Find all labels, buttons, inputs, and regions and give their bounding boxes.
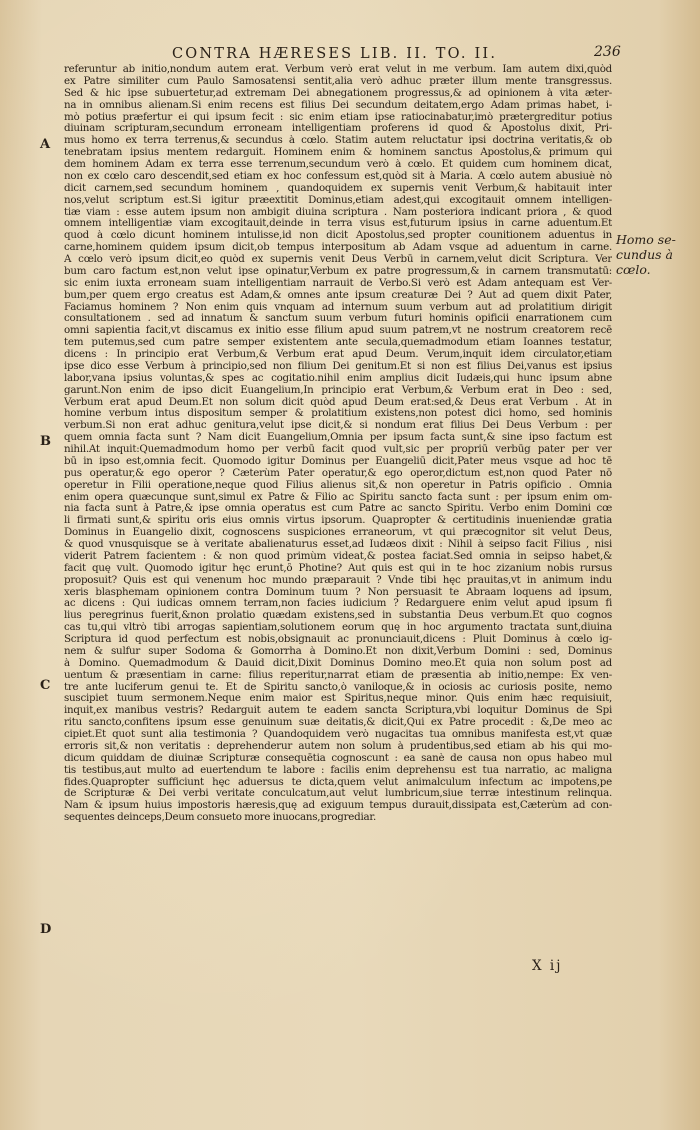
- text-line: nihil.At inquit:Quemadmodum homo per verbū facit quod vult,sic per propriū verbūg pater per ver: [64, 444, 612, 455]
- text-line: Dominus in Euangelio dixit, cognoscens suspiciones erraneorum, vt qui præcognitor sit velut Deus,: [64, 527, 612, 539]
- text-line: non ex cœlo caro descendit,sed etiam ex hoc confessum est,quòd sit à Maria. A cœlo autem abusiuè nò: [64, 170, 612, 182]
- text-line: dicit carnem,sed secundum hominem , quandoquidem ex supernis venit Verbum,& habitauit inter: [64, 182, 612, 194]
- text-line: & quod vnusquisque se à veritate abalienaturus esset,ad Iudæos dixit : Nihil à seipso facit Filius , nisi: [64, 539, 612, 550]
- folio-number: 236: [594, 44, 621, 60]
- text-line: bū in ipso est,omnia fecit. Quomodo igitur Dominus per Euangeliū dicit,Pater meus vsque ad hoc tē: [64, 455, 612, 467]
- text-line: ritu sancto,confitens ipsum esse genuinum suæ deitatis,& dicit,Qui ex Patre procedit : &,De meo ac: [64, 717, 612, 729]
- text-line: sequentes deinceps,Deum consueto more inuocans,progrediar.: [64, 812, 376, 824]
- signature-mark: X ij: [532, 958, 563, 974]
- text-line: mò potius præfertur ei qui ipsum fecit : sic enim etiam ipse ratiocinabatur,imò prætergreditur potius: [64, 111, 612, 123]
- text-line: tre ante luciferum genui te. Et de Spiritu sancto,ò vaniloque,& in ociosis ac curiosis posite, nemo: [64, 681, 612, 693]
- body-text: [64, 64, 612, 824]
- text-line: Faciamus hominem ? Non enim quis vnquam ad internum suum verbum aut ad prolatitium dirigit: [64, 301, 612, 313]
- text-line: ipse dico esse Verbum à principio,sed non filium Dei genitum.Et si non est filius Dei,vanus est ipsius: [64, 360, 612, 372]
- text-line: garunt.Non enim de ipso dicit Euangelium,In principio erat Verbum,& Verbum erat in Deo : sed,: [64, 384, 612, 396]
- text-line: Sed & hic ipse subuertetur,ad extremam Dei abnegationem progressus,& ad opinionem à vita æter-: [64, 87, 612, 99]
- text-line: quem omnia facta sunt ? Nam dicit Euangelium,Omnia per ipsum facta sunt,& sine ipso factum est: [64, 432, 612, 444]
- text-line: quod à cœlo dicunt hominem intulisse,id non dicit Apostolus,sed propter counitionem aduentus in: [64, 230, 612, 242]
- text-line: uentum & præsentiam in carne: filius reperitur,narrat etiam de præsentia ab initio,nempe: Ex ven-: [64, 669, 612, 681]
- text-line: consultationem . sed ad innatum & sanctum suum verbum futuri hominis opificii enarrationem cum: [64, 313, 612, 325]
- text-line: facit quę vult. Quomodo igitur hęc erunt,ô Photine? Aut quis est qui in te hoc zizanium nobis rursus: [64, 562, 612, 574]
- text-line: mus homo ex terra terrenus,& secundus à cœlo. Statim autem reluctatur ipsi doctrina veritatis,& ob: [64, 135, 612, 147]
- text-line: ex Patre similiter cum Paulo Samosatensi sentit,alia verò adhuc præter illum mente transgressus.: [64, 75, 612, 87]
- text-line: pus operatur,& ego operor ? Cæterùm Pater operatur,& ego operor,dictum est,non quod Pater nō: [64, 467, 612, 479]
- text-line: dicens : In principio erat Verbum,& Verbum erat apud Deum. Verum,inquit idem circulator,etiam: [64, 349, 612, 360]
- text-line: dicum quiddam de diuinæ Scripturæ consequētia cognoscunt : ea sanè de causa non opus habeo mul: [64, 752, 612, 764]
- text-line: cas tu,qui vltrò tibi arrogas sapientiam,solutionem eorum quę in hoc argumento tractata sunt,diuina: [64, 622, 612, 634]
- text-line: carne,hominem quidem ipsum dicit,ob tempus interpositum ab Adam vsque ad aduentum in carne.: [64, 242, 612, 254]
- section-letter-a: A: [40, 137, 51, 152]
- text-line: diuinam scripturam,secundum erroneam intelligentiam proferens id quod & Apostolus dixit, Pri-: [64, 123, 612, 135]
- text-line: tiæ viam : esse autem ipsum non ambigit diuina scriptura . Nam posteriora indicant priora , & quod: [64, 206, 612, 218]
- text-line: tem putemus,sed cum patre semper existentem ante secula,quemadmodum etiam Ioannes testatur,: [64, 337, 612, 349]
- text-line: bum caro factum est,non velut ipse opinatur,Verbum ex patre progressum,& in carnem transmutatū:: [64, 265, 612, 277]
- text-line: nos,velut scriptum est.Si igitur præextitit Dominus,etiam adest,qui excogitauit omnem intelligen-: [64, 194, 612, 206]
- text-line: enim opera quæcunque sunt,simul ex Patre & Filio ac Spiritu sancto facta sunt : per ipsum enim om-: [64, 491, 612, 503]
- text-line: à Domino. Quemadmodum & Dauid dicit,Dixit Dominus Domino meo.Et quia non solum post ad: [64, 657, 612, 669]
- text-line: homine verbum intus dispositum semper & prolatitium existens,non potest dici homo, sed hominis: [64, 408, 612, 420]
- text-line: verbum.Si non erat adhuc genitura,velut ipse dicit,& si nondum erat filius Dei Deus Verbum : per: [64, 420, 612, 432]
- text-line: na in omnibus alienam.Si enim recens est filius Dei secundum deitatem,ergo Adam primas habet, i-: [64, 99, 612, 111]
- section-letter-d: D: [40, 922, 52, 937]
- section-letter-c: C: [40, 678, 51, 693]
- text-line: omni sapientia facit,vt discamus ex initio esse filium apud suum patrem,vt ne nostrum creatorem recē: [64, 325, 612, 337]
- text-line: operetur in Filii operatione,neque quod Filius alienus sit,& non operetur in Patris opificio . Omnia: [64, 479, 612, 491]
- text-line: viderit Patrem facientem : & non quod primùm videat,& postea faciat.Sed omnia in seipso habet,&: [64, 550, 612, 562]
- marginal-note: [616, 232, 676, 277]
- text-line: nem & sulfur super Sodoma & Gomorrha à Domino.Et non dixit,Verbum Domini : sed, Dominus: [64, 645, 612, 657]
- text-line: suscipiet tuum sermonem.Neque enim maior est Spiritus,neque minor. Quis enim hæc requisiuit,: [64, 693, 612, 705]
- text-line: Scriptura id quod perfectum est nobis,obsignauit ac pronunciauit,dicens : Pluit Dominus à cœlo ig-: [64, 634, 612, 645]
- marginal-note-line: cundus à: [616, 247, 673, 262]
- text-line: sic enim iuxta erroneam suam intelligentiam narrauit de Verbo.Si verò est Adam antequam est Ver-: [64, 277, 612, 289]
- text-line: bum,per quem ergo creatus est Adam,& omnes ante ipsum creaturæ Dei ? Aut ad quem dixit Pater,: [64, 289, 612, 301]
- text-line: nia facta sunt à Patre,& ipse omnia operatus est cum Patre ac sancto Spiritu. Verbo enim Domini cœ: [64, 503, 612, 515]
- section-letter-b: B: [40, 434, 51, 449]
- text-line: erroris sit,& non veritatis : deprehenderur autem non solum à prudentibus,sed etiam ab his qui mo-: [64, 740, 612, 752]
- text-line: omnem intelligentiæ viam excogitauit,deinde in terra visus est,futurum ipsius in carne aduentum.Et: [64, 218, 612, 230]
- marginal-note-line: Homo se-: [616, 232, 676, 247]
- text-line: de Scripturæ & Dei verbi veritate conculcatum,aut velut lumbricum,siue terræ intestinum relinqua.: [64, 788, 612, 800]
- text-line: fides.Quapropter sufficiunt hęc aduersus te dicta,quem velut animalculum infectum ac impotens,pe: [64, 776, 612, 788]
- text-line: Verbum erat apud Deum.Et non solum dicit quòd apud Deum erat:sed,& Deus erat Verbum . At in: [64, 396, 612, 408]
- text-line: ac dicens : Qui iudicas omnem terram,non facies iudicium ? Redarguere enim velut apud ipsum fi: [64, 598, 612, 610]
- running-title: CONTRA HÆRESES LIB. II. TO. II.: [172, 46, 498, 62]
- text-line: A cœlo verò ipsum dicit,eo quòd ex supernis venit Deus Verbū in carnem,velut dicit Scriptura. Ver: [64, 254, 612, 265]
- text-line: dem hominem Adam ex terra esse terrenum,secundum verò à cœlo. Et quidem cum hominem dicat,: [64, 159, 612, 170]
- marginal-note-line: cœlo.: [616, 262, 651, 277]
- text-line: labor,vana ipsius voluntas,& spes ac cogitatio.nihil enim amplius dicit Iudæis,qui hunc ipsum abne: [64, 372, 612, 384]
- text-line: cipiet.Et quot sunt alia testimonia ? Quandoquidem verò nugacitas tua omnibus manifesta est,vt quæ: [64, 729, 612, 740]
- text-line: tenebratam ipsius mentem redarguit. Hominem enim & hominem sanctus Apostolus,& primum qui: [64, 147, 612, 159]
- text-line: tis testibus,aut multo ad euertendum te labore : facilis enim deprehensu est tua narratio, ac maligna: [64, 764, 612, 776]
- text-line: Nam & ipsum huius impostoris hæresis,quę ad exiguum tempus durauit,dissipata est,Cæterùm ad con-: [64, 800, 612, 812]
- text-line: proposuit? Quis est qui venenum hoc mundo præparauit ? Vnde tibi hęc prauitas,vt in animum indu: [64, 574, 612, 586]
- text-line: li firmati sunt,& spiritu oris eius omnis virtus ipsorum. Quapropter & certitudinis inueniendæ gratia: [64, 515, 612, 527]
- text-line: referuntur ab initio,nondum autem erat. Verbum verò erat velut in me verbum. Iam autem dixi,quòd: [64, 64, 612, 75]
- text-line: xeris blasphemam opinionem contra Dominum tuum ? Non persuasit te Abraam loquens ad ipsum,: [64, 586, 612, 598]
- text-line: lius peregrinus fuerit,&non prolatio quædam existens,sed in substantia Deus verbum.Et quo cognos: [64, 610, 612, 622]
- text-line: inquit,ex manibus vestris? Redarguit autem te eadem sancta Scriptura,vbi loquitur Dominus de Spi: [64, 705, 612, 717]
